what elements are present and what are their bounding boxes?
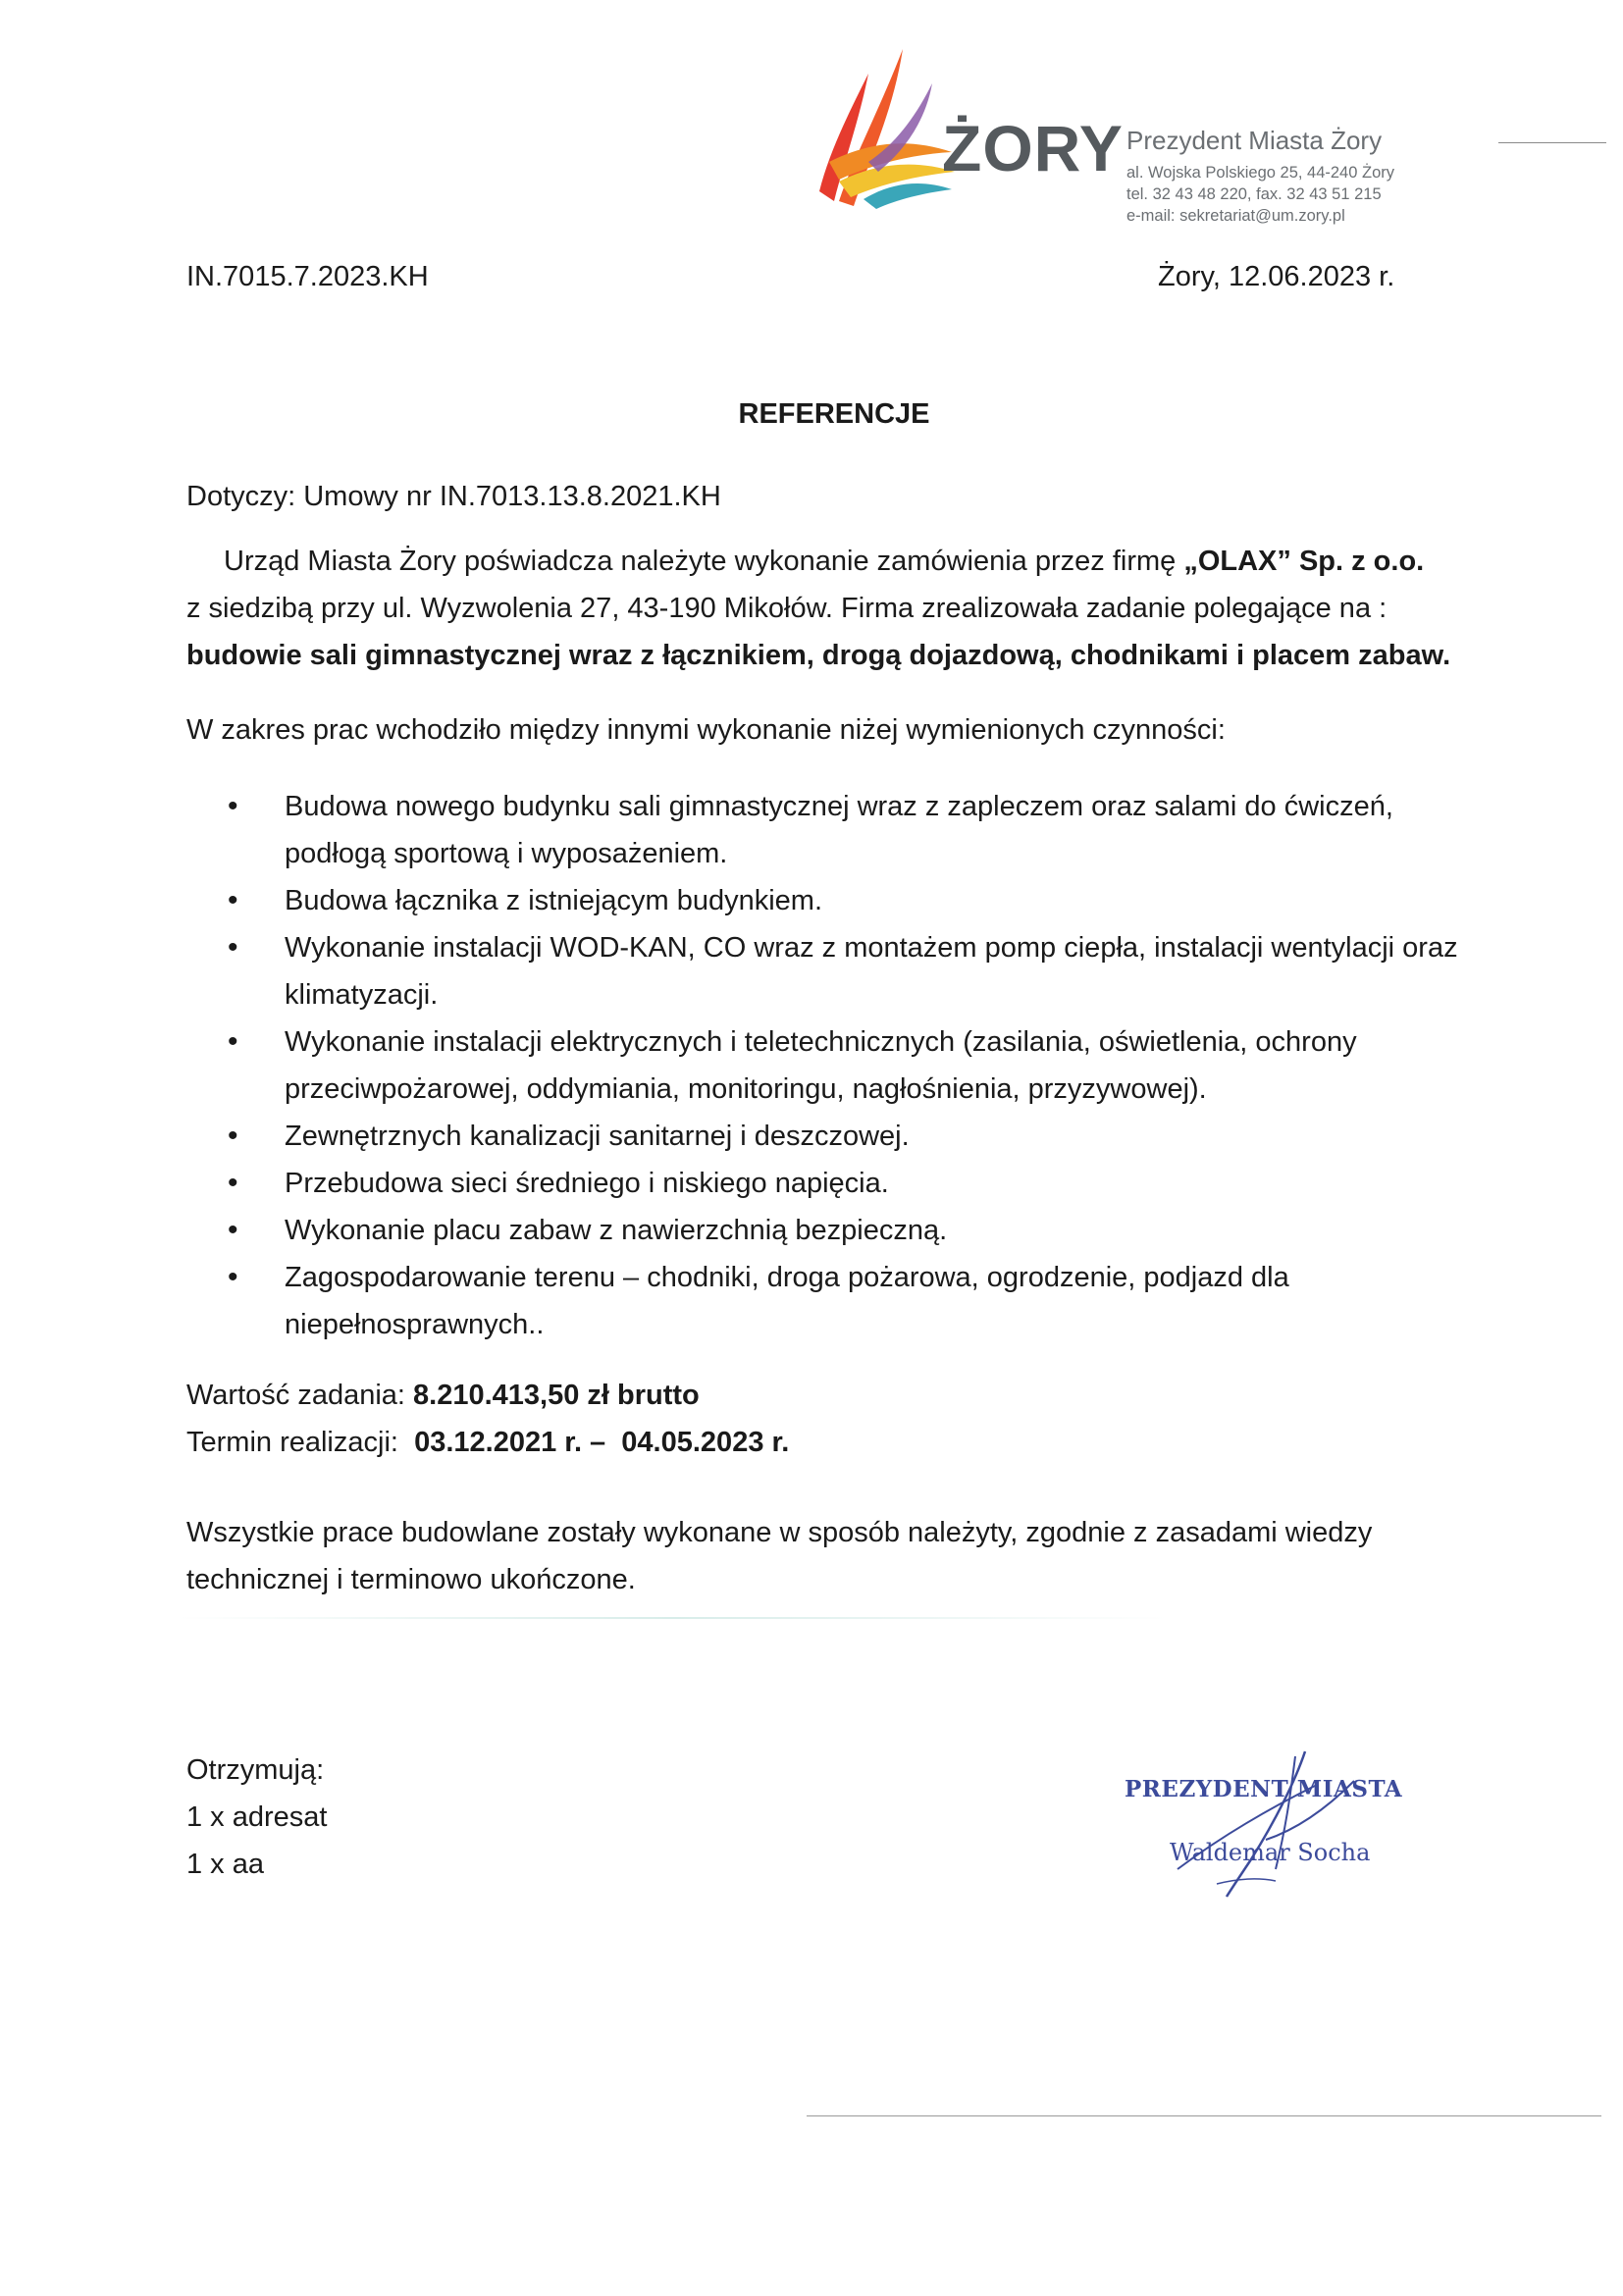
scan-artifact-line: [177, 1617, 1168, 1619]
recipients-label: Otrzymują:: [186, 1754, 325, 1786]
value-amount: 8.210.413,50 zł brutto: [413, 1380, 700, 1411]
document-date: Żory, 12.06.2023 r.: [1158, 261, 1395, 292]
regarding-line: Dotyczy: Umowy nr IN.7013.13.8.2021.KH: [186, 481, 721, 512]
term-label: Termin realizacji:: [186, 1427, 415, 1458]
task-item: • Wykonanie instalacji elektrycznych i teletechnicznych (zasilania, oświetlenia, ochrony przeciwpożarowej, oddymiania, monitoringu, nagłośnienia, przyzywowej).: [186, 1018, 1492, 1113]
certification-line-1: [186, 538, 1492, 585]
issuer-phone: tel. 32 43 48 220, fax. 32 43 51 215: [1126, 185, 1382, 203]
task-item: • Budowa nowego budynku sali gimnastycznej wraz z zapleczem oraz salami do ćwiczeń, podłogą sportową i wyposażeniem.: [186, 783, 1492, 877]
task-description: budowie sali gimnastycznej wraz z łącznikiem, drogą dojazdową, chodnikami i placem zabaw.: [186, 640, 1451, 671]
city-logo-text: ŻORY: [942, 112, 1124, 184]
reference-number: IN.7015.7.2023.KH: [186, 261, 429, 292]
signature-stamp-name: Waldemar Socha: [1170, 1839, 1371, 1866]
zory-flame-logo-icon: [810, 44, 957, 211]
issuer-address: al. Wojska Polskiego 25, 44-240 Żory: [1126, 164, 1394, 182]
value-label: Wartość zadania:: [186, 1380, 414, 1411]
recipient-item: 1 x aa: [186, 1849, 264, 1880]
task-item: • Zagospodarowanie terenu – chodniki, droga pożarowa, ogrodzenie, podjazd dla niepełnosprawnych..: [186, 1254, 1492, 1348]
task-item: • Wykonanie placu zabaw z nawierzchnią bezpieczną.: [186, 1207, 1492, 1254]
document-title: REFERENCJE: [738, 398, 930, 430]
company-name: „OLAX” Sp. z o.o.: [1183, 546, 1425, 577]
task-item: • Wykonanie instalacji WOD-KAN, CO wraz z montażem pomp ciepła, instalacji wentylacji oraz klimatyzacji.: [186, 924, 1492, 1018]
task-item: • Zewnętrznych kanalizacji sanitarnej i deszczowej.: [186, 1113, 1492, 1160]
closing-statement: Wszystkie prace budowlane zostały wykonane w sposób należyty, zgodnie z zasadami wiedzy technicznej i terminowo ukończone.: [186, 1517, 1373, 1595]
issuer-name: Prezydent Miasta Żory: [1126, 126, 1383, 155]
recipient-item: 1 x adresat: [186, 1801, 328, 1833]
certification-lead: Urząd Miasta Żory poświadcza należyte wykonanie zamówienia przez firmę: [224, 546, 1184, 577]
term-range: 03.12.2021 r. – 04.05.2023 r.: [414, 1427, 790, 1458]
signature-stamp-title: PREZYDENT MIASTA: [1125, 1776, 1403, 1802]
footer-rule: [807, 2115, 1601, 2116]
scope-intro: W zakres prac wchodziło między innymi wykonanie niżej wymienionych czynności:: [186, 714, 1226, 746]
handwritten-signature-icon: [1158, 1742, 1413, 1899]
task-item: • Przebudowa sieci średniego i niskiego napięcia.: [186, 1160, 1492, 1207]
task-item: • Budowa łącznika z istniejącym budynkiem.: [186, 877, 1492, 924]
contract-value: [186, 1372, 700, 1419]
issuer-email: e-mail: sekretariat@um.zory.pl: [1126, 207, 1345, 225]
header-rule: [1498, 142, 1606, 143]
certification-line-2: z siedzibą przy ul. Wyzwolenia 27, 43-190 Mikołów. Firma zrealizowała zadanie polegające na :: [186, 593, 1387, 624]
contract-term: [186, 1419, 789, 1466]
recipients-block: [186, 1747, 327, 1888]
certification-paragraph: [186, 538, 1492, 679]
task-list: [186, 783, 1492, 1348]
